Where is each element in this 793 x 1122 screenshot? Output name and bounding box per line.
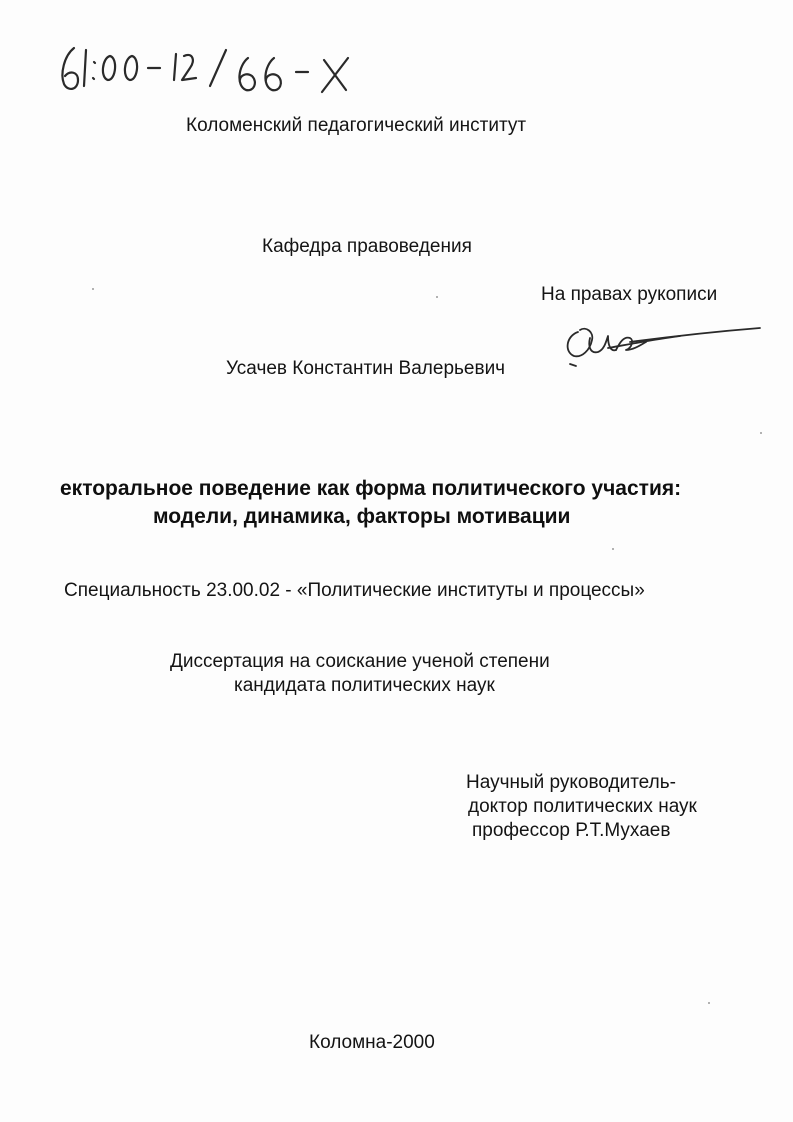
institution-name: Коломенский педагогический институт xyxy=(186,115,527,136)
scan-speck xyxy=(708,1002,710,1004)
specialty: Специальность 23.00.02 - «Политические институты и процессы» xyxy=(64,580,645,601)
scan-speck xyxy=(760,432,762,434)
dissertation-degree-line-2: кандидата политических наук xyxy=(234,675,495,696)
department-name: Кафедра правоведения xyxy=(262,236,472,257)
manuscript-note: На правах рукописи xyxy=(541,284,718,305)
dissertation-degree-line-1: Диссертация на соискание ученой степени xyxy=(170,651,550,672)
scan-speck xyxy=(92,288,94,290)
author-signature xyxy=(560,312,765,372)
supervisor-line-3: профессор Р.Т.Мухаев xyxy=(472,820,671,841)
supervisor-line-1: Научный руководитель- xyxy=(466,772,676,793)
scan-speck xyxy=(436,296,438,298)
place-and-year: Коломна-2000 xyxy=(309,1032,435,1053)
dissertation-title-line-2: модели, динамика, факторы мотивации xyxy=(153,505,571,528)
archive-registration-mark xyxy=(56,40,386,110)
scan-speck xyxy=(612,548,614,550)
supervisor-line-2: доктор политических наук xyxy=(468,796,697,817)
author-name: Усачев Константин Валерьевич xyxy=(226,358,506,379)
dissertation-title-line-1: екторальное поведение как форма политического участия: xyxy=(60,477,682,500)
